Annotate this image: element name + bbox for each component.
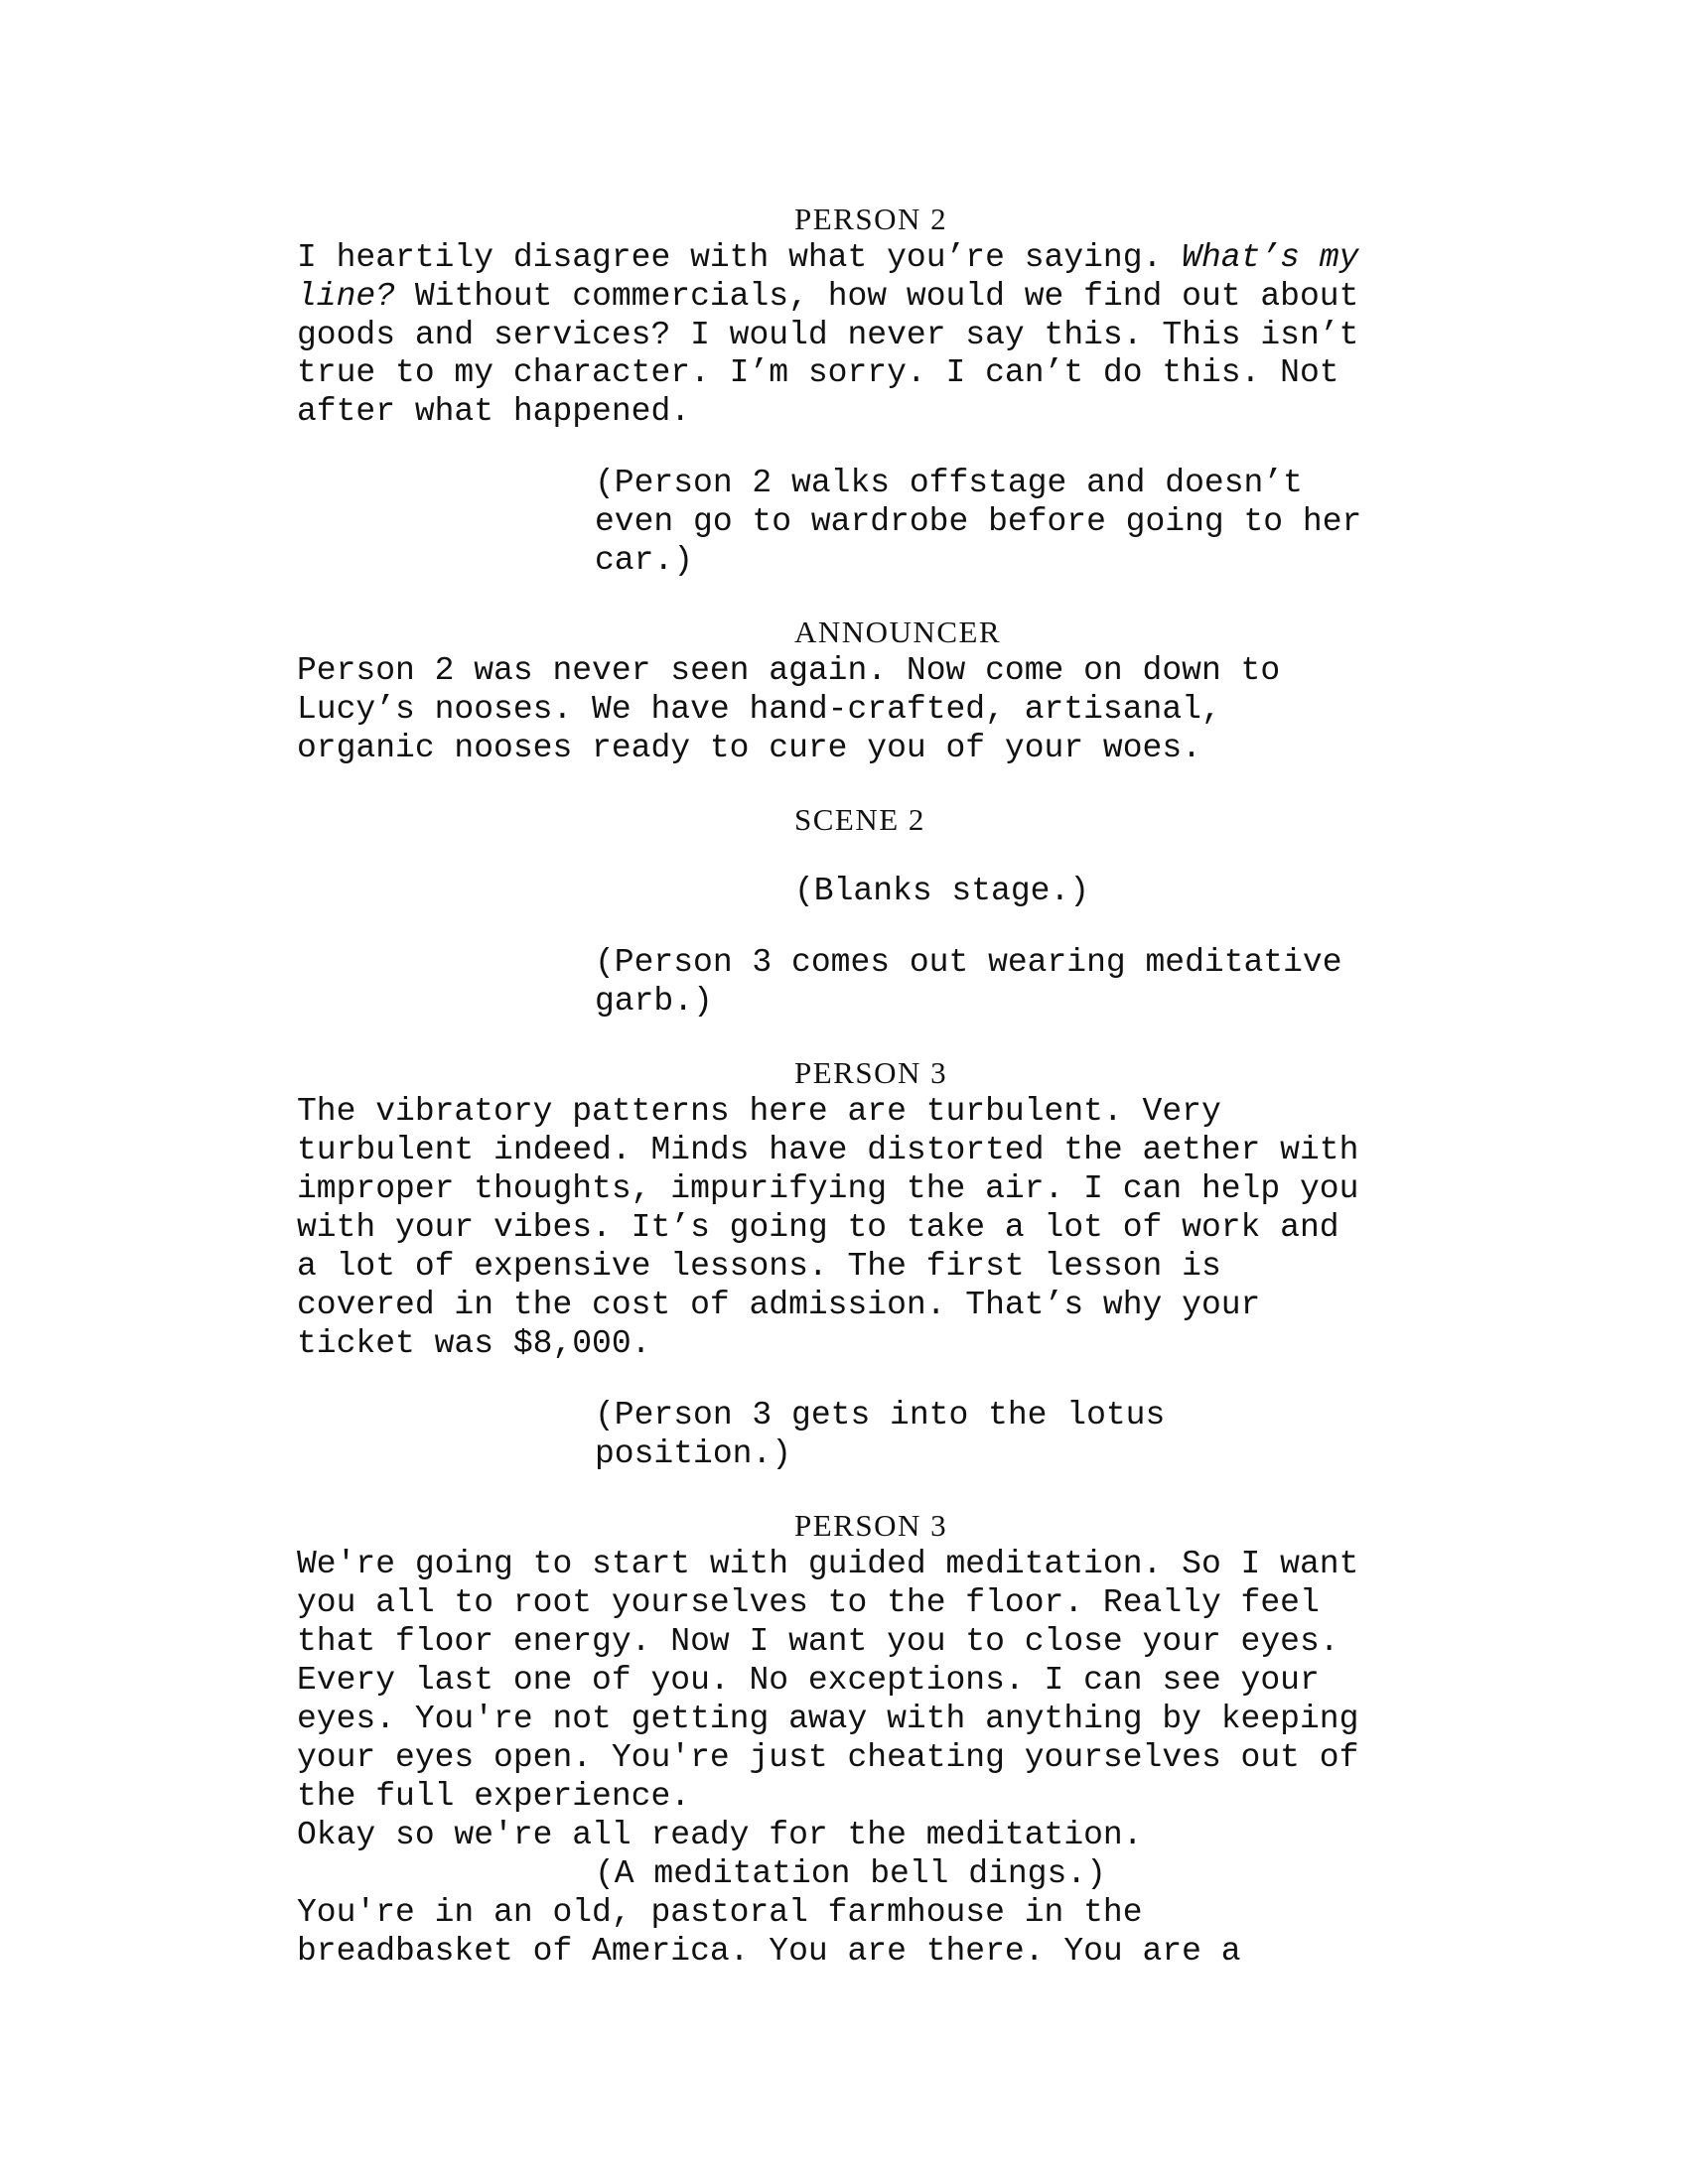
stage-direction-line: (A meditation bell dings.) [595,1855,1106,1892]
dialogue-line: Person 2 was never seen again. Now come on down to [297,652,1281,689]
dialogue-line: turbulent indeed. Minds have distorted the aether with [297,1132,1359,1168]
dialogue-line: We're going to start with guided meditation. So I want [297,1546,1359,1582]
dialogue-line: after what happened. [297,393,691,430]
dialogue-line: eyes. You're not getting away with anything by keeping [297,1701,1359,1737]
dialogue-line: breadbasket of America. You are there. You are a [297,1933,1241,1970]
character-name: PERSON 3 [794,1508,948,1543]
character-name: ANNOUNCER [794,614,1002,649]
dialogue-line: Every last one of you. No exceptions. I can see your [297,1662,1320,1699]
dialogue-line: that floor energy. Now I want you to close your eyes. [297,1623,1339,1660]
dialogue-line: the full experience. [297,1778,691,1815]
dialogue-line: line? Without commercials, how would we find out about [297,278,1359,315]
stage-direction-line: even go to wardrobe before going to her [595,503,1362,540]
stage-direction-line: garb.) [595,983,713,1020]
character-name: PERSON 3 [794,1055,948,1090]
dialogue-line: Lucy’s nooses. We have hand-crafted, artisanal, [297,691,1221,728]
dialogue-line: improper thoughts, impurifying the air. I can help you [297,1170,1359,1207]
dialogue-line: with your vibes. It’s going to take a lot of work and [297,1209,1339,1246]
stage-direction-line: car.) [595,542,694,579]
dialogue-line: organic nooses ready to cure you of your woes. [297,730,1201,766]
stage-direction-line: (Person 3 gets into the lotus [595,1397,1166,1433]
dialogue-line: Okay so we're all ready for the meditation. [297,1817,1143,1853]
character-name: PERSON 2 [794,202,948,236]
stage-direction-line: (Person 2 walks offstage and doesn’t [595,465,1303,501]
dialogue-line: your eyes open. You're just cheating yourselves out of [297,1739,1359,1776]
stage-direction-line: (Person 3 comes out wearing meditative [595,944,1342,981]
dialogue-line: The vibratory patterns here are turbulent. Very [297,1093,1221,1130]
dialogue-line: you all to root yourselves to the floor. Really feel [297,1584,1320,1621]
dialogue-line: covered in the cost of admission. That’s why your [297,1287,1261,1323]
dialogue-line: You're in an old, pastoral farmhouse in the [297,1894,1143,1931]
dialogue-line: ticket was $8,000. [297,1325,651,1362]
scene-heading: SCENE 2 [794,802,925,837]
stage-note: (Blanks stage.) [794,873,1090,909]
dialogue-line: true to my character. I’m sorry. I can’t do this. Not [297,354,1339,391]
dialogue-line: I heartily disagree with what you’re saying. What’s my [297,239,1359,276]
dialogue-line: a lot of expensive lessons. The first lesson is [297,1248,1221,1285]
stage-direction-line: position.) [595,1435,792,1472]
dialogue-line: goods and services? I would never say this. This isn’t [297,317,1359,353]
